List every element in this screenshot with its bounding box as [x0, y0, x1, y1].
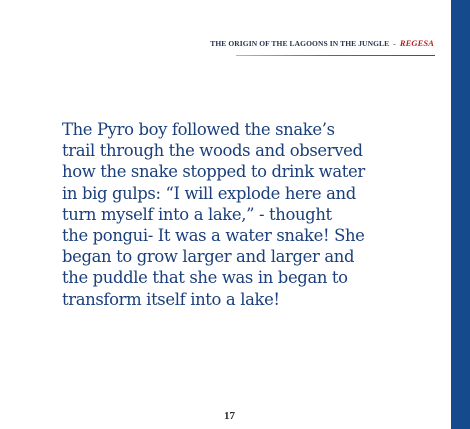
header-title: THE ORIGIN OF THE LAGOONS IN THE JUNGLE [210, 39, 390, 48]
story-paragraph: The Pyro boy followed the snake’s trail through the woods and observed how the snake stopped to drink water in big gulps: “I will explode here and turn myself into a lake,” - thought the pongui- It was a water snake! She began to grow larger and larger and the puddle that she was in began to transform itself into a lake! [62, 120, 365, 309]
header-separator: - [393, 39, 396, 48]
running-header [210, 38, 434, 48]
page-number: 17 [224, 410, 235, 422]
page-edge-bar [451, 0, 470, 429]
header-brand: REGESA [399, 38, 434, 48]
header-divider [236, 55, 435, 56]
